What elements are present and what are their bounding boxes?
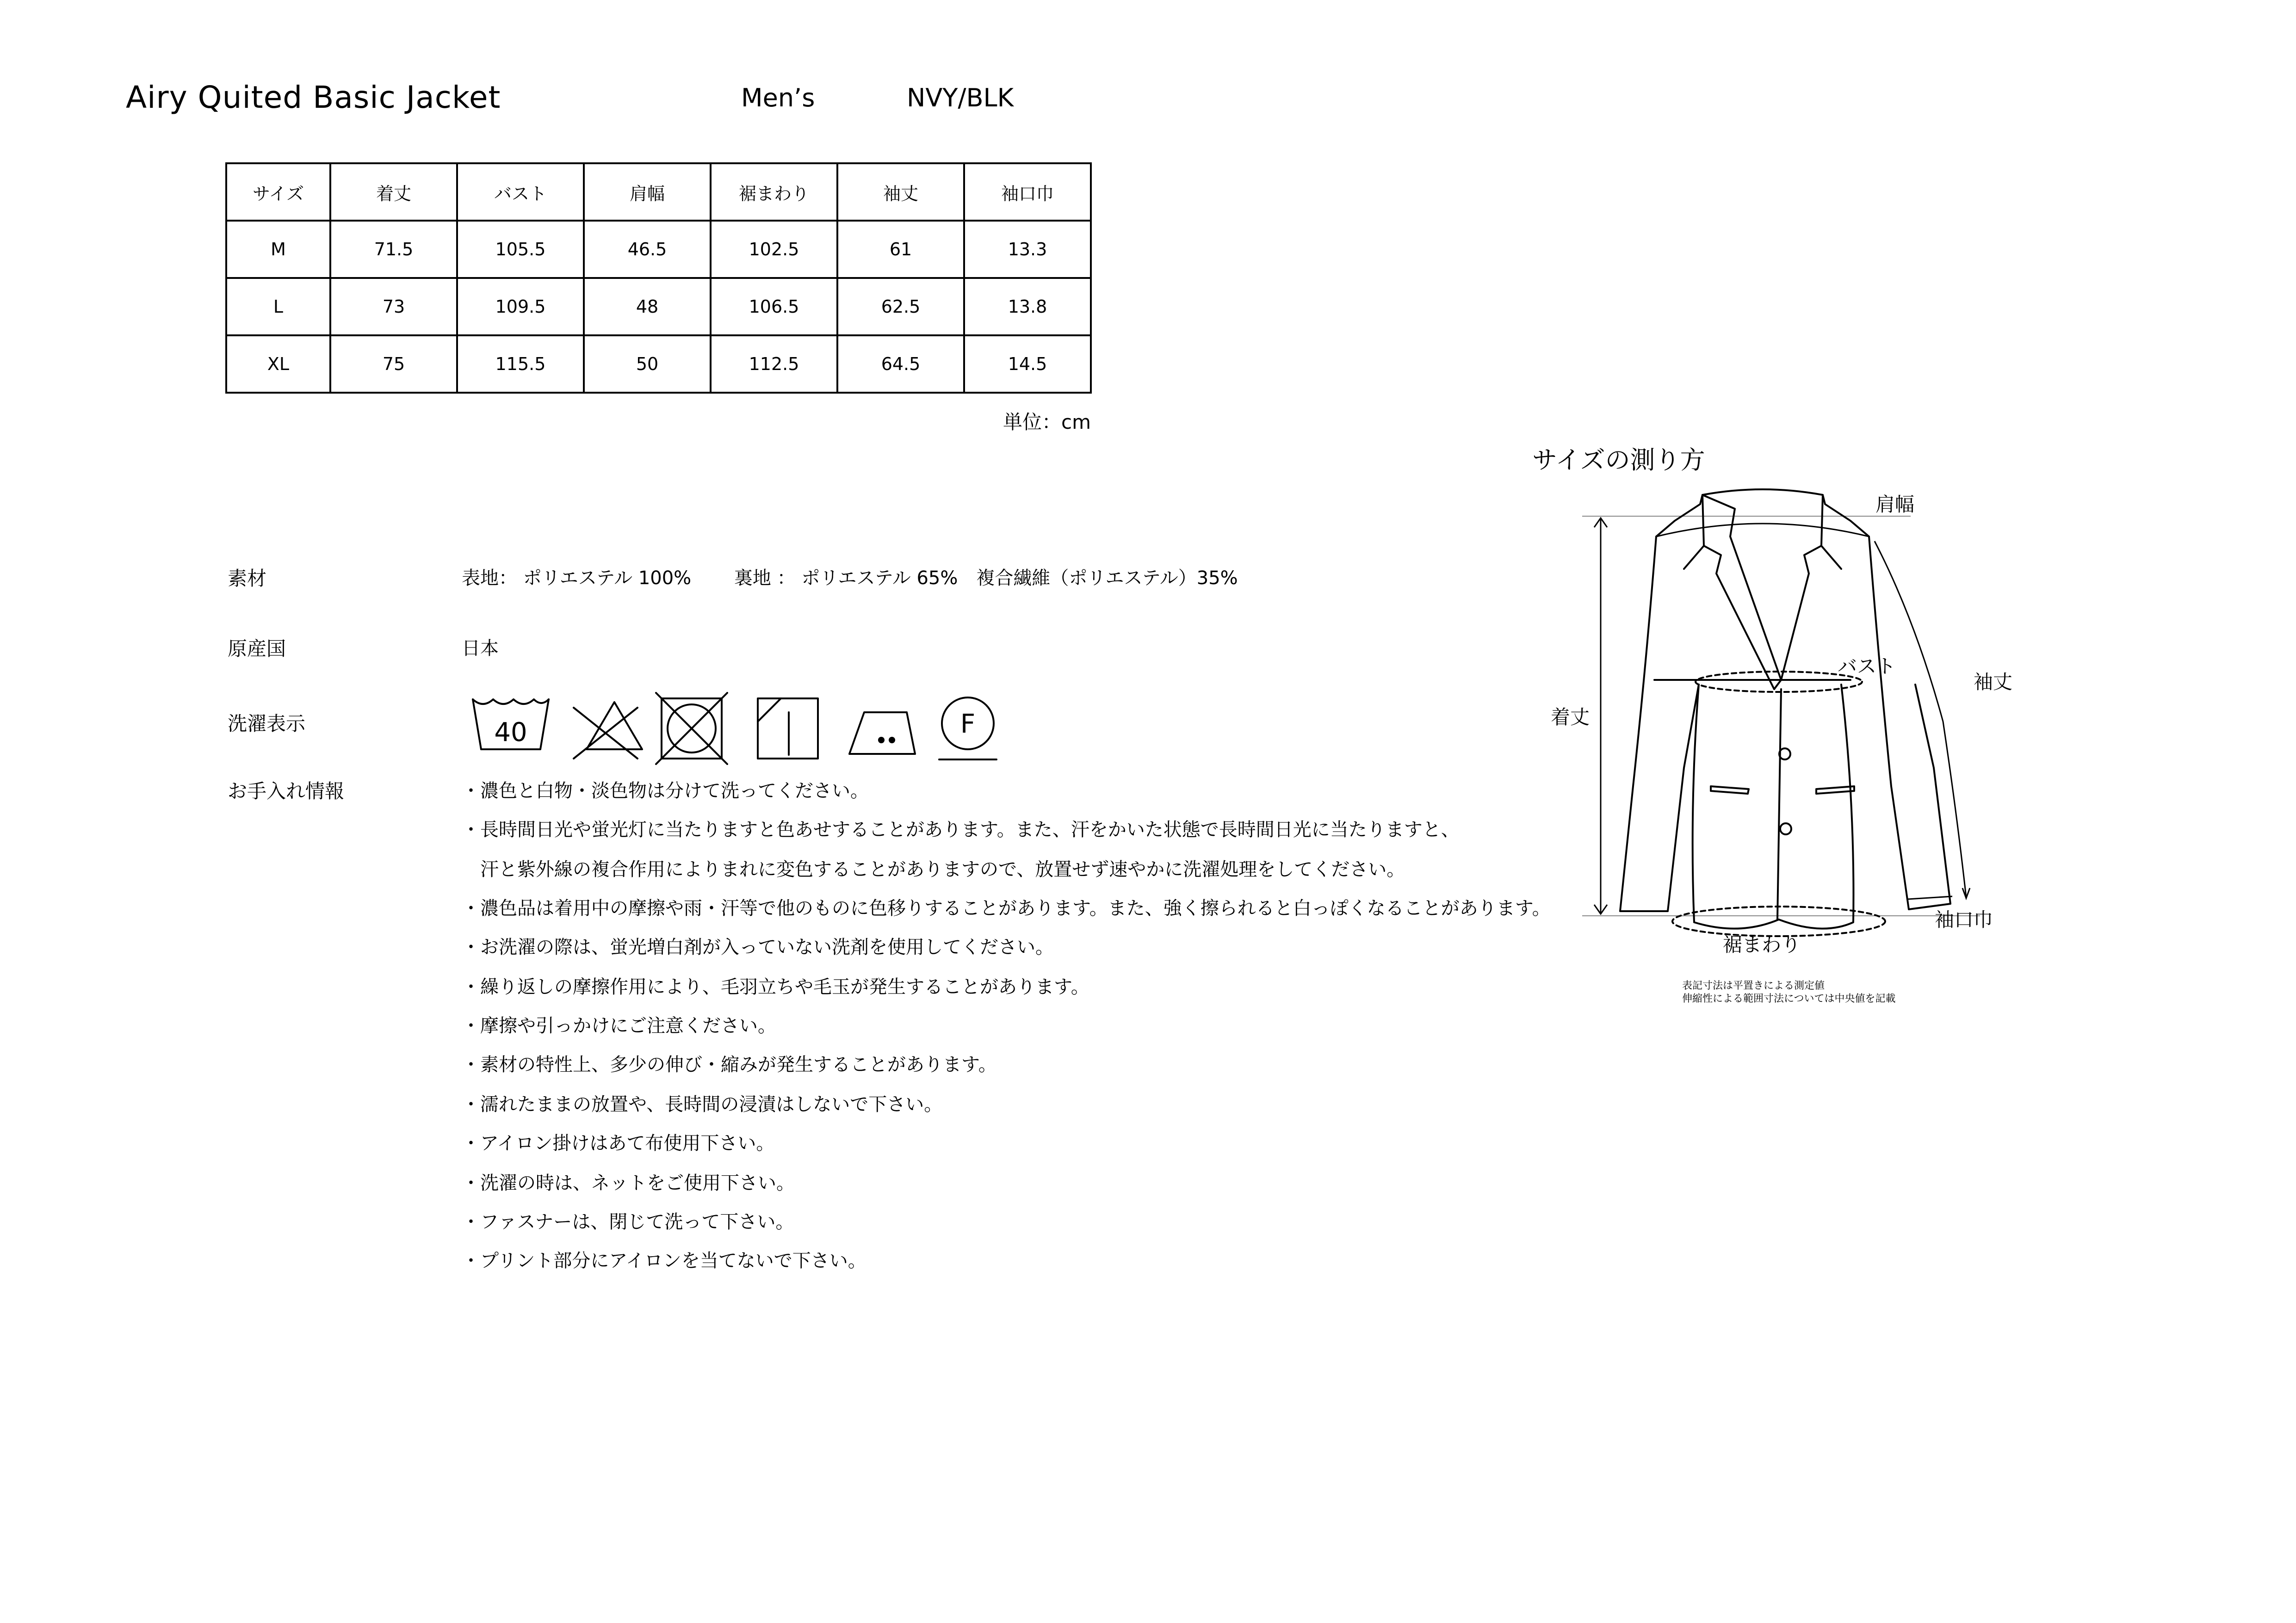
diagram-note: 伸縮性による範囲寸法については中央値を記載 (1682, 993, 1896, 1005)
header-cell: サイズ (226, 163, 330, 221)
care-line: ・繰り返しの摩擦作用により、毛羽立ちや毛玉が発生することがあります。 (462, 976, 1089, 998)
care-line: ・ファスナーは、閉じて洗って下さい。 (462, 1211, 794, 1233)
wash-tub-40-icon (473, 699, 549, 749)
no-tumble-dry-icon (656, 693, 727, 764)
table-cell: 50 (584, 335, 711, 393)
length-label: 着丈 (1551, 706, 1590, 728)
table-cell: 102.5 (711, 221, 837, 278)
color-label: NVY/BLK (907, 83, 1014, 112)
table-cell: 46.5 (584, 221, 711, 278)
table-cell: 75 (330, 335, 457, 393)
care-line: ・長時間日光や蛍光灯に当たりますと色あせすることがあります。また、汗をかいた状態で長時間日光に当たりますと、 (462, 819, 1460, 840)
bust-label: バスト (1838, 655, 1896, 678)
table-cell: L (226, 278, 330, 335)
unit-label: 単位：cm (1003, 411, 1091, 433)
wash-label: 洗濯表示 (228, 712, 306, 735)
care-line: ・素材の特性上、多少の伸び・縮みが発生することがあります。 (462, 1054, 997, 1075)
sleeve-label: 袖丈 (1974, 671, 2013, 693)
table-row (226, 278, 1091, 335)
care-line: ・洗濯の時は、ネットをご使用下さい。 (462, 1173, 795, 1194)
table-cell: 115.5 (457, 335, 584, 393)
header-cell: 袖口巾 (964, 163, 1091, 221)
table-cell: 106.5 (711, 278, 837, 335)
hem-label: 裾まわり (1723, 933, 1801, 956)
care-label: お手入れ情報 (228, 780, 345, 802)
table-cell: 105.5 (457, 221, 584, 278)
header-cell: バスト (457, 163, 584, 221)
shoulder-label: 肩幅 (1875, 493, 1915, 516)
table-cell: 61 (837, 221, 964, 278)
drip-dry-shade-icon (758, 698, 818, 759)
table-cell: 13.3 (964, 221, 1091, 278)
gender-label: Men’s (741, 83, 815, 112)
header-cell: 裾まわり (711, 163, 837, 221)
header-cell: 着丈 (330, 163, 457, 221)
material-label: 素材 (228, 567, 267, 590)
care-line: ・摩擦や引っかけにご注意ください。 (462, 1015, 776, 1037)
wash-symbols (463, 689, 1018, 768)
diagram-title: サイズの測り方 (1532, 445, 1705, 475)
size-table (225, 162, 1092, 394)
no-bleach-icon (574, 702, 642, 759)
table-cell: 109.5 (457, 278, 584, 335)
table-cell: 112.5 (711, 335, 837, 393)
table-row (226, 335, 1091, 393)
table-cell: 62.5 (837, 278, 964, 335)
table-cell: 48 (584, 278, 711, 335)
cuff-label: 袖口巾 (1935, 908, 1993, 931)
table-header-row (226, 163, 1091, 221)
care-line: ・プリント部分にアイロンを当てないで下さい。 (462, 1250, 866, 1271)
dry-clean-f-icon (939, 697, 996, 759)
origin-value: 日本 (462, 638, 499, 659)
table-cell: 71.5 (330, 221, 457, 278)
table-cell: 64.5 (837, 335, 964, 393)
care-line: ・濃色品は着用中の摩擦や雨・汗等で他のものに色移りすることがあります。また、強く擦られると白っぽくなることがあります。 (462, 898, 1551, 919)
table-row (226, 221, 1091, 278)
care-line: ・濡れたままの放置や、長時間の浸漬はしないで下さい。 (462, 1094, 943, 1115)
iron-low-icon (849, 712, 915, 754)
care-line: ・濃色と白物・淡色物は分けて洗ってください。 (462, 780, 869, 802)
table-cell: 13.8 (964, 278, 1091, 335)
header-cell: 袖丈 (837, 163, 964, 221)
care-line: ・お洗濯の際は、蛍光増白剤が入っていない洗剤を使用してください。 (462, 937, 1054, 958)
care-line: ・アイロン掛けはあて布使用下さい。 (462, 1133, 775, 1154)
dry-clean-letter: F (960, 709, 976, 739)
product-title: Airy Quited Basic Jacket (126, 80, 501, 115)
jacket-diagram (1564, 481, 2008, 962)
table-cell: XL (226, 335, 330, 393)
table-cell: 73 (330, 278, 457, 335)
wash-temp-text: 40 (494, 717, 527, 747)
header-cell: 肩幅 (584, 163, 711, 221)
diagram-note: 表記寸法は平置きによる測定値 (1682, 980, 1825, 992)
care-line: 汗と紫外線の複合作用によりまれに変色することがありますので、放置せず速やかに洗濯処理をしてください。 (462, 859, 1405, 880)
table-cell: 14.5 (964, 335, 1091, 393)
origin-label: 原産国 (228, 637, 286, 660)
dimension-arrows (1594, 518, 1970, 914)
material-value: 表地： ポリエステル 100% 裏地 ： ポリエステル 65% 複合繊維（ポリエステル）35% (462, 568, 1238, 589)
table-cell: M (226, 221, 330, 278)
jacket-outline-icon (1620, 489, 1950, 936)
